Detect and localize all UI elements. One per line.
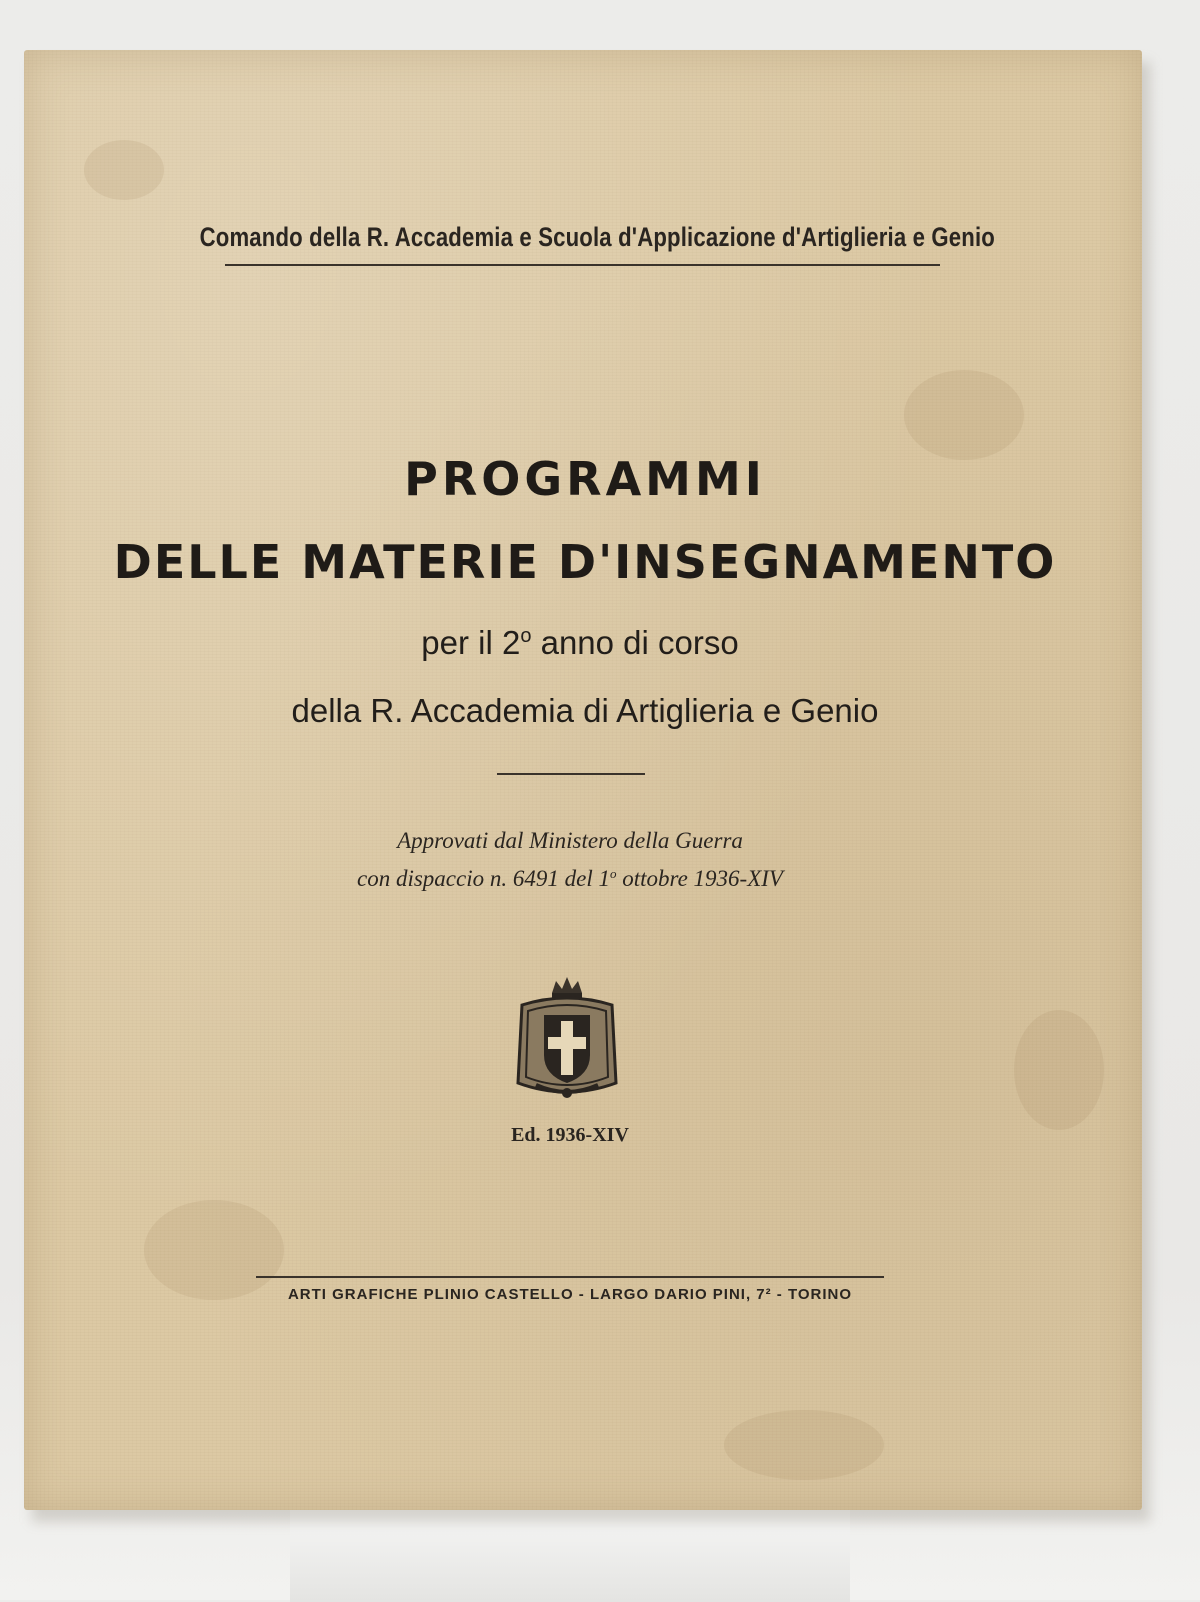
subtitle-line-1-rest: anno di corso (531, 624, 739, 661)
approval-line-2 (0, 866, 1140, 892)
approval-line-2-rest: ottobre 1936-XIV (616, 866, 783, 891)
paper-stain (904, 370, 1024, 460)
title-line-2: DELLE MATERIE D'INSEGNAMENTO (113, 535, 1057, 589)
paper-stain (1014, 1010, 1104, 1130)
approval-line-2-text: con dispaccio n. 6491 del 1 (357, 866, 610, 891)
subtitle-line-1 (0, 624, 1160, 662)
printer-imprint: ARTI GRAFICHE PLINIO CASTELLO - LARGO DARIO PINI, 7² - TORINO (287, 1286, 853, 1303)
paper-stain (84, 140, 164, 200)
header-underline (225, 264, 940, 266)
edition-label: Ed. 1936-XIV (511, 1124, 629, 1146)
paper-stain (144, 1200, 284, 1300)
savoy-coat-of-arms-icon (512, 975, 622, 1105)
divider-rule (497, 773, 645, 775)
institution-header: Comando della R. Accademia e Scuola d'Applicazione d'Artiglieria e Genio (199, 222, 995, 252)
subtitle-line-2: della R. Accademia di Artiglieria e Genio (291, 692, 879, 729)
approval-line-1: Approvati dal Ministero della Guerra (397, 828, 743, 853)
title-line-1: PROGRAMMI (404, 452, 766, 506)
ordinal-superscript: o (609, 866, 617, 881)
printer-rule (256, 1276, 884, 1278)
ordinal-superscript: o (520, 625, 532, 647)
subtitle-line-1-text: per il 2 (421, 624, 521, 661)
paper-stain (724, 1410, 884, 1480)
